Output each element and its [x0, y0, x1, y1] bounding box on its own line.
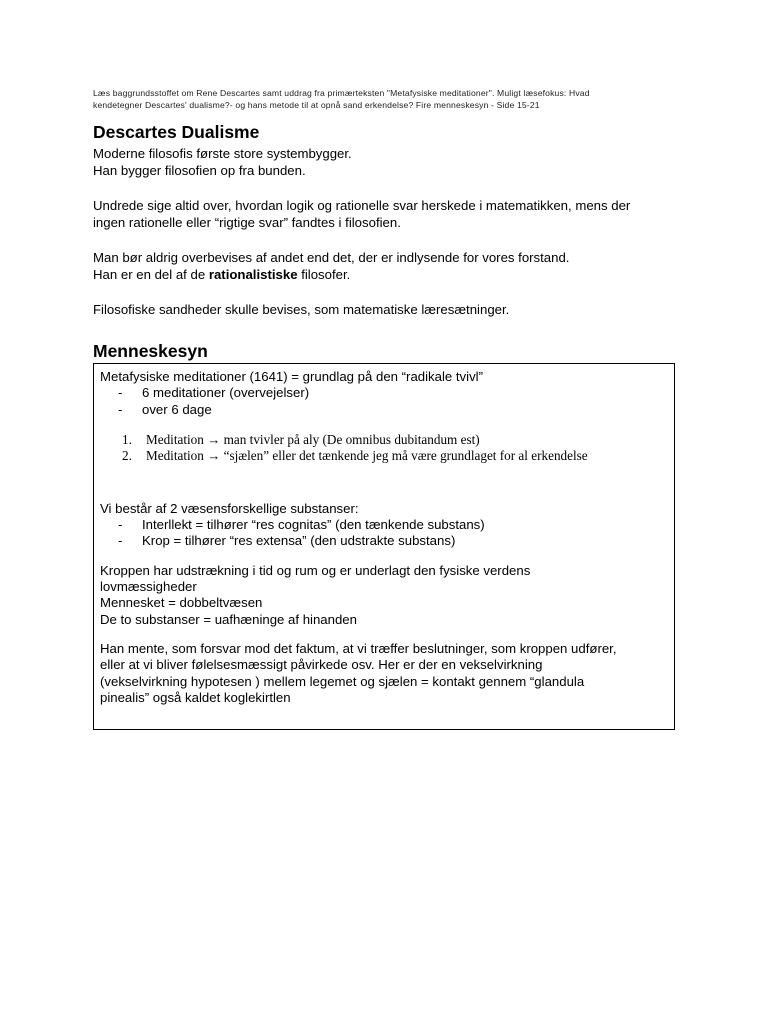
meditations-heading: Metafysiske meditationer (1641) = grundlag på den “radikale tvivl” — [100, 369, 483, 384]
body-line: eller at vi bliver følelsesmæssigt påvirkede osv. Her er der en vekselvirkning — [100, 657, 543, 673]
page-title: Descartes Dualisme — [93, 122, 260, 142]
list-item — [100, 385, 668, 401]
intro-instructions — [93, 87, 653, 111]
list-item — [100, 448, 668, 464]
paragraph-line: ingen rationelle eller “rigtige svar” fandtes i filosofien. — [93, 215, 401, 231]
paragraph-line: Moderne filosofis første store systembygger. — [93, 146, 352, 161]
list-item — [100, 533, 668, 549]
body-line: Kroppen har udstrækning i tid og rum og er underlagt den fysiske verdens — [100, 562, 531, 578]
body-line: lovmæssigheder — [100, 579, 197, 595]
list-item — [100, 402, 668, 418]
list-item-text: Interllekt = tilhører “res cognitas” (den tænkende substans) — [142, 517, 485, 533]
dash-bullet: - — [118, 401, 123, 417]
intro-line-2: kendetegner Descartes' dualisme?- og hans metode til at opnå sand erkendelse? Fire menneskesyn - Side 15-21 — [93, 100, 540, 110]
list-item-text: Meditation → man tvivler på aly (De omnibus dubitandum est) — [146, 431, 480, 447]
section-title: Menneskesyn — [93, 341, 208, 361]
body-line: De to substanser = uafhæninge af hinanden — [100, 611, 357, 627]
body-line: Han mente, som forsvar mod det faktum, at vi træffer beslutninger, som kroppen udfører, — [100, 640, 617, 656]
bold-term: rationalistiske — [208, 267, 298, 283]
body-line: (vekselvirkning hypotesen ) mellem legemet og sjælen = kontakt gennem “glandula — [100, 673, 585, 689]
body-line: Mennesket = dobbeltvæsen — [100, 595, 263, 611]
substances-heading: Vi består af 2 væsensforskellige substanser: — [100, 500, 359, 516]
list-item — [100, 432, 668, 448]
list-number: 1. — [122, 431, 132, 447]
text-run: filosofer. — [297, 267, 351, 283]
paragraph-line: Man bør aldrig overbevises af andet end det, der er indlysende for vores forstand. — [93, 249, 570, 265]
paragraph-line: Han bygger filosofien op fra bunden. — [93, 163, 306, 179]
dash-bullet: - — [118, 533, 123, 549]
body-line: pinealis” også kaldet koglekirtlen — [100, 689, 291, 705]
list-item-text: Krop = tilhører “res extensa” (den udstrakte substans) — [142, 533, 456, 549]
paragraph-line: Undrede sige altid over, hvordan logik og rationelle svar herskede i matematikken, mens der — [93, 197, 631, 213]
numbered-list — [100, 432, 668, 464]
dash-bullet: - — [118, 517, 123, 533]
list-item — [100, 517, 668, 533]
list-number: 2. — [122, 447, 132, 463]
menneskesyn-box — [93, 363, 675, 730]
list-item-text: over 6 dage — [142, 401, 212, 417]
intro-line-1: Læs baggrundsstoffet om Rene Descartes samt uddrag fra primærteksten "Metafysiske meditationer". Muligt læsefokus: Hvad — [93, 88, 590, 98]
list-item-text: Meditation → “sjælen” eller det tænkende jeg må være grundlaget for al erkendelse — [146, 447, 588, 463]
paragraph-line — [93, 266, 693, 283]
dash-bullet: - — [118, 385, 123, 401]
intro-body — [93, 145, 693, 318]
paragraph-line: Filosofiske sandheder skulle bevises, som matematiske læresætninger. — [93, 301, 510, 317]
text-run: Han er en del af de — [93, 267, 209, 283]
list-item-text: 6 meditationer (overvejelser) — [142, 385, 310, 401]
